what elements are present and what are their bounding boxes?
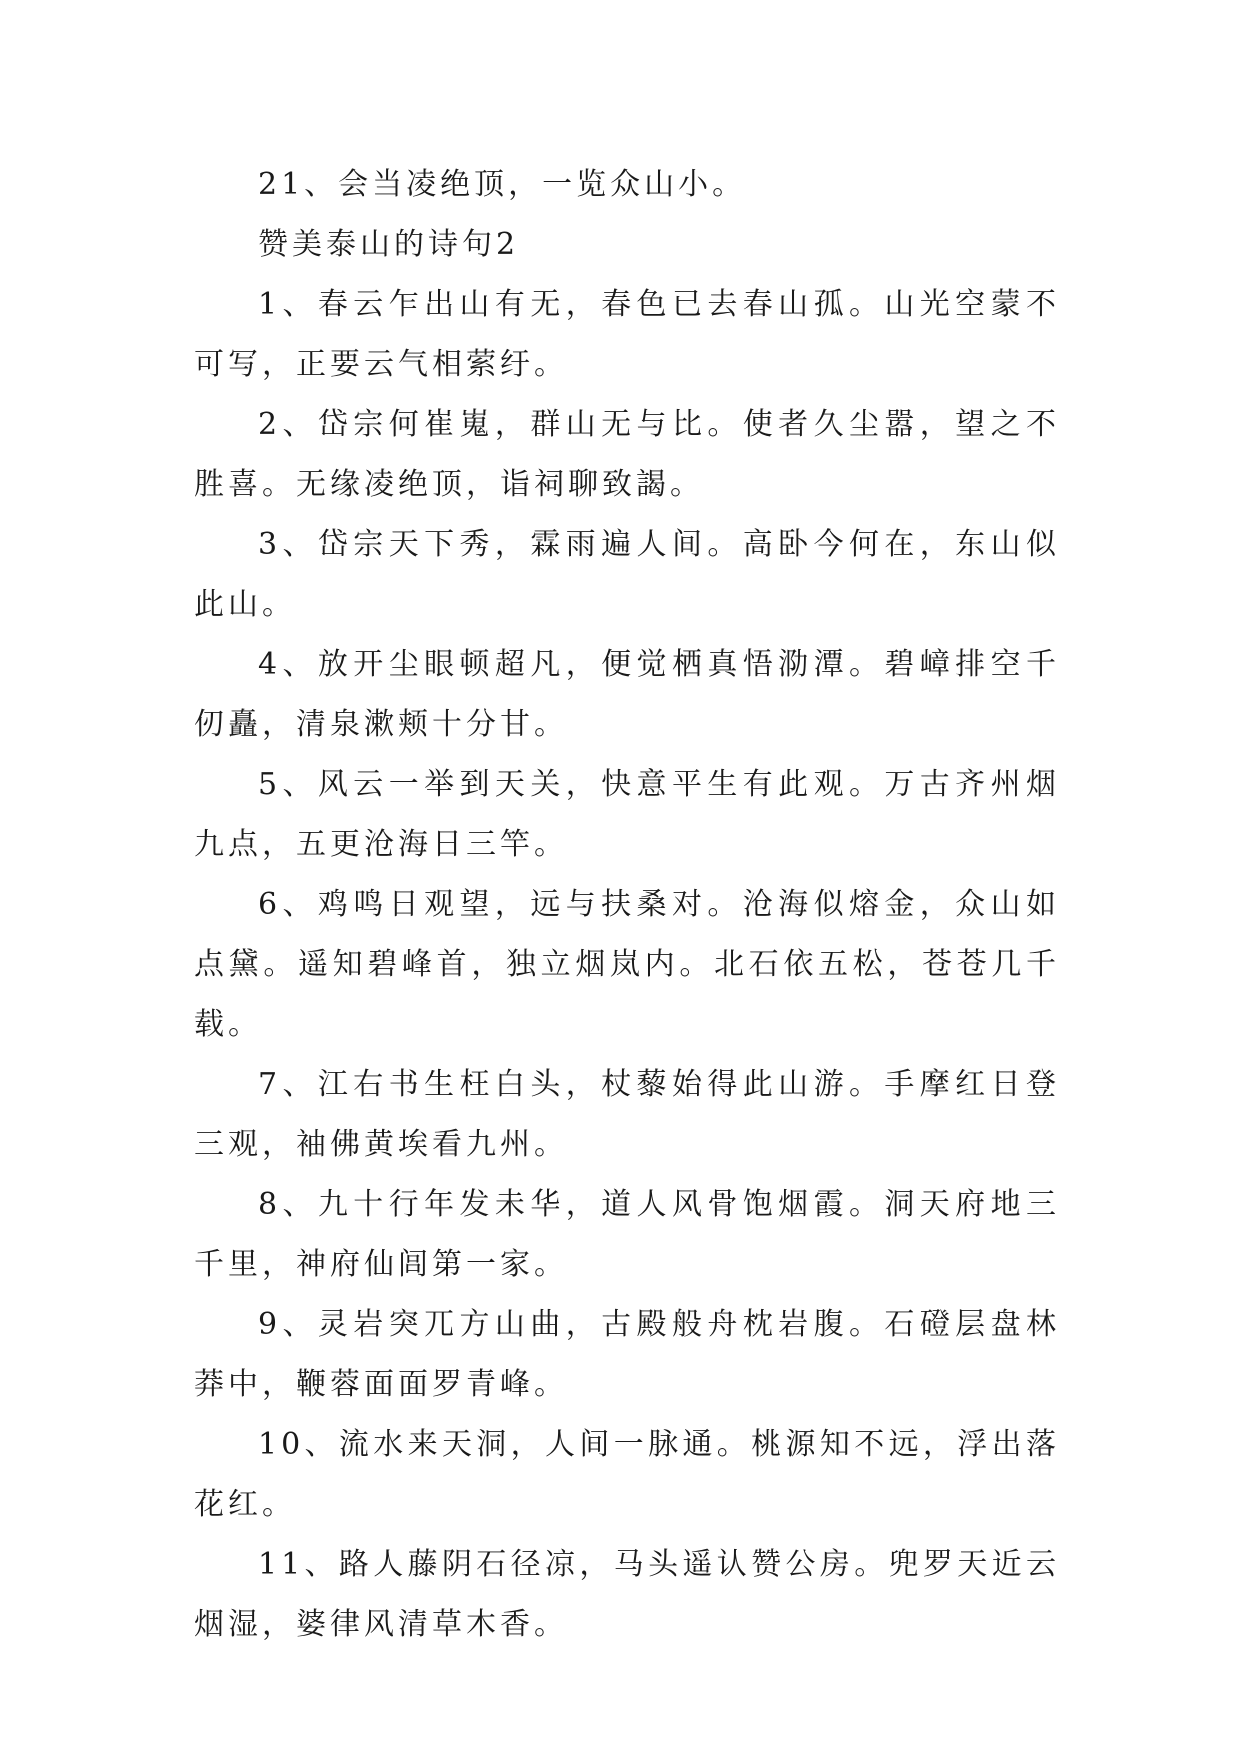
paragraph-poem-3: 3、岱宗天下秀，霖雨遍人间。高卧今何在，东山似此山。 (194, 527, 1060, 622)
paragraph-poem-7: 7、江右书生枉白头，杖藜始得此山游。手摩红日登三观，袖佛黄埃看九州。 (194, 1067, 1060, 1162)
paragraph-poem-1: 1、春云乍出山有无，春色已去春山孤。山光空蒙不可写，正要云气相萦纡。 (194, 287, 1060, 382)
section-heading: 赞美泰山的诗句2 (258, 227, 520, 262)
document-body (194, 155, 1060, 1655)
paragraph-poem-9: 9、灵岩突兀方山曲，古殿般舟枕岩腹。石磴层盘林莽中，鞭蓉面面罗青峰。 (194, 1307, 1060, 1402)
paragraph-poem-2: 2、岱宗何崔嵬，群山无与比。使者久尘嚣，望之不胜喜。无缘凌绝顶，诣祠聊致謁。 (194, 407, 1060, 502)
paragraph-poem-5: 5、风云一举到天关，快意平生有此观。万古齐州烟九点，五更沧海日三竿。 (194, 767, 1060, 862)
paragraph-poem-8: 8、九十行年发未华，道人风骨饱烟霞。洞天府地三千里，神府仙闾第一家。 (194, 1187, 1060, 1282)
paragraph-poem-11: 11、路人藤阴石径凉，马头遥认赞公房。兜罗天近云烟湿，婆律风清草木香。 (194, 1547, 1060, 1642)
paragraph-poem-6: 6、鸡鸣日观望，远与扶桑对。沧海似熔金，众山如点黛。遥知碧峰首，独立烟岚内。北石依五松，苍苍几千载。 (194, 887, 1060, 1042)
paragraph-poem-10: 10、流水来天洞，人间一脉通。桃源知不远，浮出落花红。 (194, 1427, 1060, 1522)
paragraph-poem-4: 4、放开尘眼顿超凡，便觉栖真悟泐潭。碧嶂排空千仞矗，清泉漱颊十分甘。 (194, 647, 1060, 742)
paragraph-line-21: 21、会当凌绝顶，一览众山小。 (258, 167, 747, 202)
